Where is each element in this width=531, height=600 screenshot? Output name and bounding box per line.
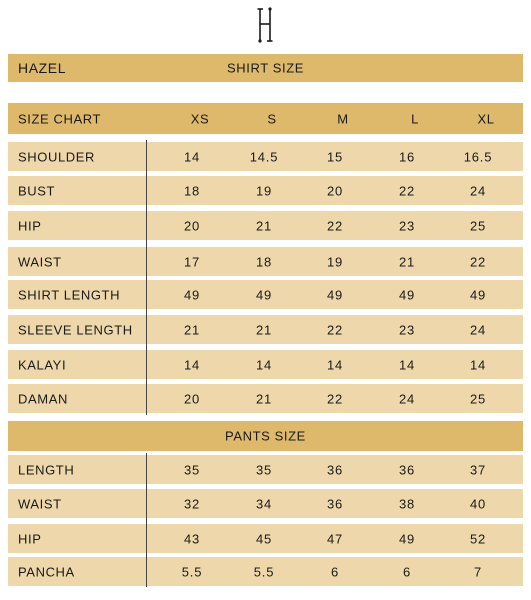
table-cell: 21 — [255, 391, 273, 406]
table-cell: 22 — [326, 218, 344, 233]
table-cell: 47 — [326, 531, 344, 546]
table-cell: 49 — [398, 531, 416, 546]
shirt-title-bar — [8, 54, 523, 82]
table-cell: 17 — [183, 254, 201, 269]
table-cell: 21 — [255, 218, 273, 233]
table-cell: 15 — [326, 149, 344, 164]
row-label: LENGTH — [18, 462, 75, 477]
table-cell: 6 — [330, 564, 340, 579]
table-cell: 34 — [255, 496, 273, 511]
table-cell: 24 — [469, 183, 487, 198]
size-col-l: L — [411, 111, 419, 126]
table-cell: 22 — [326, 391, 344, 406]
table-cell: 49 — [469, 287, 487, 302]
size-col-xs: XS — [190, 111, 210, 126]
table-cell: 20 — [183, 391, 201, 406]
shirt-column-divider — [146, 140, 147, 415]
pants-row-length — [8, 455, 523, 484]
row-label: BUST — [18, 183, 56, 198]
pants-row-waist — [8, 489, 523, 518]
table-cell: 24 — [469, 322, 487, 337]
shirt-row-waist — [8, 247, 523, 276]
table-cell: 14 — [326, 357, 344, 372]
table-cell: 22 — [469, 254, 487, 269]
table-cell: 18 — [255, 254, 273, 269]
table-cell: 6 — [402, 564, 412, 579]
table-cell: 49 — [255, 287, 273, 302]
row-label: WAIST — [18, 496, 62, 511]
shirt-row-shoulder — [8, 142, 523, 171]
table-cell: 14 — [398, 357, 416, 372]
brand-monogram-h-icon — [255, 6, 275, 44]
row-label: SLEEVE LENGTH — [18, 322, 133, 337]
table-cell: 16 — [398, 149, 416, 164]
table-cell: 40 — [469, 496, 487, 511]
table-cell: 14 — [183, 357, 201, 372]
pants-row-hip — [8, 524, 523, 553]
table-cell: 19 — [326, 254, 344, 269]
table-cell: 38 — [398, 496, 416, 511]
shirt-size-title: SHIRT SIZE — [226, 60, 305, 76]
size-header-row — [8, 103, 523, 134]
shirt-row-hip — [8, 211, 523, 240]
row-label: DAMAN — [18, 391, 68, 406]
table-cell: 18 — [183, 183, 201, 198]
table-cell: 20 — [183, 218, 201, 233]
table-cell: 25 — [469, 218, 487, 233]
size-col-xl: XL — [477, 111, 495, 126]
row-label: PANCHA — [18, 564, 75, 579]
table-cell: 5.5 — [253, 564, 275, 579]
table-cell: 7 — [473, 564, 483, 579]
row-label: KALAYI — [18, 357, 67, 372]
table-cell: 21 — [183, 322, 201, 337]
row-label: HIP — [18, 218, 42, 233]
size-col-s: S — [267, 111, 277, 126]
table-cell: 14 — [469, 357, 487, 372]
table-cell: 35 — [255, 462, 273, 477]
table-cell: 52 — [469, 531, 487, 546]
table-cell: 16.5 — [463, 149, 493, 164]
table-cell: 23 — [398, 322, 416, 337]
table-cell: 25 — [469, 391, 487, 406]
table-cell: 21 — [255, 322, 273, 337]
table-cell: 36 — [398, 462, 416, 477]
table-cell: 49 — [398, 287, 416, 302]
table-cell: 49 — [326, 287, 344, 302]
shirt-row-daman — [8, 384, 523, 413]
table-cell: 14 — [183, 149, 201, 164]
pants-title-bar — [8, 421, 523, 451]
row-label: SHOULDER — [18, 149, 96, 164]
table-cell: 45 — [255, 531, 273, 546]
table-cell: 19 — [255, 183, 273, 198]
table-cell: 22 — [326, 322, 344, 337]
table-cell: 37 — [469, 462, 487, 477]
table-cell: 36 — [326, 462, 344, 477]
shirt-row-kalayi — [8, 350, 523, 379]
pants-column-divider — [146, 453, 147, 587]
table-cell: 5.5 — [181, 564, 203, 579]
table-cell: 32 — [183, 496, 201, 511]
brand-name: HAZEL — [18, 60, 67, 76]
pants-row-pancha — [8, 557, 523, 586]
table-cell: 24 — [398, 391, 416, 406]
shirt-row-sleeve-length — [8, 315, 523, 344]
table-cell: 21 — [398, 254, 416, 269]
size-chart-label: SIZE CHART — [18, 111, 102, 126]
table-cell: 22 — [398, 183, 416, 198]
table-cell: 14.5 — [249, 149, 279, 164]
shirt-row-shirt-length — [8, 280, 523, 309]
table-cell: 23 — [398, 218, 416, 233]
row-label: SHIRT LENGTH — [18, 287, 121, 302]
shirt-row-bust — [8, 176, 523, 205]
table-cell: 35 — [183, 462, 201, 477]
row-label: WAIST — [18, 254, 62, 269]
table-cell: 20 — [326, 183, 344, 198]
table-cell: 14 — [255, 357, 273, 372]
size-col-m: M — [337, 111, 349, 126]
table-cell: 49 — [183, 287, 201, 302]
row-label: HIP — [18, 531, 42, 546]
table-cell: 43 — [183, 531, 201, 546]
table-cell: 36 — [326, 496, 344, 511]
pants-size-title: PANTS SIZE — [225, 428, 306, 444]
